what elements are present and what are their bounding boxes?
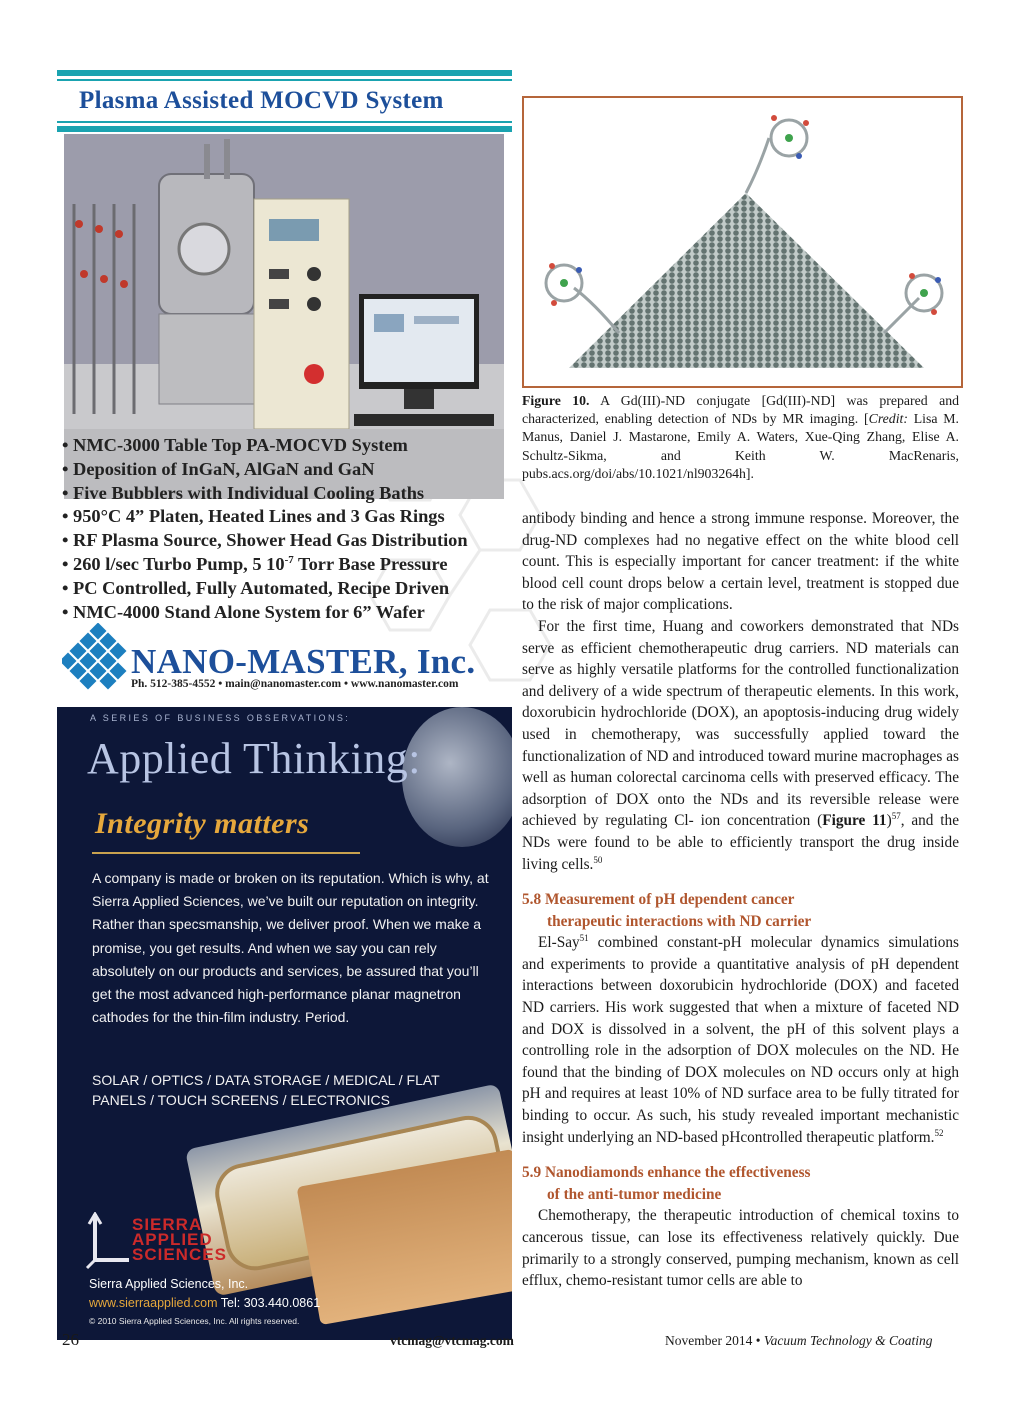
paragraph xyxy=(522,616,959,875)
ad-rule xyxy=(92,852,360,854)
company-name: Sierra Applied Sciences, Inc. xyxy=(89,1277,249,1291)
paragraph: Chemotherapy, the therapeutic introduction of chemical toxins to cancerous tissue, can lose its effectiveness relatively quickly. Due primarily to a strongly conserved, pumping mechanism, known as cell efflux, chemo-resistant tumor cells are able to xyxy=(522,1207,959,1290)
ad-body: A company is made or broken on its reputation. Which is why, at Sierra Applied Sciences, we’ve built our reputation on integrity. Rather than specsmanship, we deliver proof. When we make a promise, you get results. And when we say you can rely absolutely on our products and services, be assured that you’ll get the most advanced high-performance planar magnetron cathodes for the thin-film industry. Period. xyxy=(92,870,489,1026)
feature-item: • PC Controlled, Fully Automated, Recipe Driven xyxy=(62,577,450,598)
feature-list xyxy=(62,434,468,624)
ad-markets: SOLAR / OPTICS / DATA STORAGE / MEDICAL / FLAT PANELS / TOUCH SCREENS / ELECTRONICS xyxy=(92,1072,440,1108)
figure-caption xyxy=(522,392,959,483)
paragraph-text: combined constant-pH molecular dynamics simulations and experiments to provide a quantitative analysis of pH dependent interactions between doxorubicin hydrochloride (DOX) and faceted ND carriers. His work suggested that when a mixture of faceted ND and DOX is dissolved in a solvent, the pH of this solvent plays a controlling role in the adsorption of DOX molecules on the ND. He found that the binding of DOX molecules on ND occurs only at high pH and requires at least 10% of ND surface area to be fully titrated for binding to occur. As such, his study revealed important mechanistic insight underlying an ND-based pHcontrolled therapeutic platform. xyxy=(522,934,959,1146)
website-link[interactable]: www.sierraapplied.com xyxy=(89,1296,218,1310)
ad-title: Plasma Assisted MOCVD System xyxy=(79,87,444,114)
feature-item: • Five Bubblers with Individual Cooling Baths xyxy=(62,482,425,503)
citation: 51 xyxy=(579,933,589,944)
logo-line: APPLIED xyxy=(132,1230,213,1249)
ad-rule xyxy=(57,79,512,81)
logo-line: SIERRA xyxy=(132,1215,203,1234)
heading-line: therapeutic interactions with ND carrier xyxy=(547,912,812,930)
credit-label: Credit: xyxy=(868,411,908,427)
feature-item: • Deposition of InGaN, AlGaN and GaN xyxy=(62,458,375,479)
sierra-applied-ad xyxy=(57,707,512,1340)
citation: 57 xyxy=(891,811,901,822)
caption-credit: Lisa M. Manus, Daniel J. Mastarone, Emily A. Waters, Xue-Qing Zhang, Elise A. Schultz-Sikma, and Keith W. MacRenaris, pubs.acs.org/doi/abs/10.1021/nl903264h]. xyxy=(522,411,960,481)
contact-line: Ph. 512-385-4552 • main@nanomaster.com • www.nanomaster.com xyxy=(131,678,459,690)
nanomaster-logo-icon xyxy=(62,623,134,695)
feature-text: • 260 l/sec Turbo Pump, 5 10 xyxy=(62,553,285,574)
magazine-name: Vacuum Technology & Coating xyxy=(763,1333,933,1348)
ad-series-label: A SERIES OF BUSINESS OBSERVATIONS: xyxy=(90,713,351,723)
paragraph xyxy=(522,932,959,1148)
ad-headline: Applied Thinking: xyxy=(87,734,422,783)
paragraph-text: For the first time, Huang and coworkers demonstrated that NDs serve as efficient chemotherapeutic drug carriers. ND materials can serve as highly versatile platforms for the controlled functionalization and delivery of a wide spectrum of therapeutic elements. In this work, doxorubicin hydrochloride (DOX), an apoptosis-inducing drug widely used in chemotherapy, was successfully applied toward the functionalization of ND and introduced toward murine macrophages as well as human colorectal carcinoma cells with preserved efficacy. The adsorption of DOX onto the NDs and its reversible release were achieved by regulating Cl- ion concentration ( xyxy=(522,617,959,830)
axes-logo-icon xyxy=(85,1212,133,1272)
contact-line xyxy=(89,1296,320,1310)
issue-date: November 2014 • xyxy=(665,1333,764,1348)
ad-rule xyxy=(57,121,512,123)
feature-item: • RF Plasma Source, Shower Head Gas Distribution xyxy=(62,530,468,551)
nanodiamond-molecule-illustration xyxy=(524,98,961,386)
feature-text: Torr Base Pressure xyxy=(293,553,448,574)
heading-line: 5.8 Measurement of pH dependent cancer xyxy=(522,891,795,909)
brand-name: NANO-MASTER, Inc. xyxy=(131,642,476,681)
ad-rule xyxy=(57,70,512,76)
figure-ref: Figure 11 xyxy=(822,812,887,830)
page-number: 26 xyxy=(62,1330,79,1349)
caption-text: A Gd(III)-ND conjugate [Gd(III)-ND] was prepared and characterized, enabling detection of NDs by MR imaging. [ xyxy=(522,393,959,427)
figure-10-image xyxy=(522,96,963,388)
feature-item: • NMC-3000 Table Top PA-MOCVD System xyxy=(62,435,408,455)
paragraph-text: ) xyxy=(886,812,892,830)
ad-subheadline: Integrity matters xyxy=(95,807,310,840)
feature-item xyxy=(62,553,468,577)
section-heading-5-9 xyxy=(522,1162,959,1205)
copyright: © 2010 Sierra Applied Sciences, Inc. All rights reserved. xyxy=(89,1316,300,1326)
heading-line: 5.9 Nanodiamonds enhance the effectiveness xyxy=(522,1164,811,1182)
telephone: Tel: 303.440.0861 xyxy=(217,1296,321,1310)
figure-label: Figure 10. xyxy=(522,393,590,408)
section-heading-5-8 xyxy=(522,889,959,932)
feature-item: • NMC-4000 Stand Alone System for 6” Wafer xyxy=(62,601,425,622)
footer-email[interactable]: vtcmag@vtcmag.com xyxy=(390,1333,514,1348)
logo-line: SCIENCES xyxy=(132,1245,227,1264)
feature-item: • 950°C 4” Platen, Heated Lines and 3 Gas Rings xyxy=(62,506,445,527)
paragraph: antibody binding and hence a strong immune response. Moreover, the drug-ND complexes had no negative effect on the white blood cell count. This is especially important for cancer treatment: if the white blood cell count drops below a certain level, treatment is stopped due to the risk of major complications. xyxy=(522,510,959,614)
sierra-logo xyxy=(132,1217,227,1262)
exponent: -7 xyxy=(284,553,294,566)
footer-issue xyxy=(665,1333,932,1349)
nanomaster-ad xyxy=(57,70,512,695)
ad-rule xyxy=(57,126,512,132)
heading-line: of the anti-tumor medicine xyxy=(547,1185,722,1203)
article-column xyxy=(522,508,959,1292)
paragraph-text: El-Say xyxy=(538,934,580,952)
citation: 52 xyxy=(934,1127,944,1138)
paragraph-text: , and the NDs were found to be able to efficiently transport the drug inside living cells. xyxy=(522,812,959,873)
citation: 50 xyxy=(593,854,603,865)
